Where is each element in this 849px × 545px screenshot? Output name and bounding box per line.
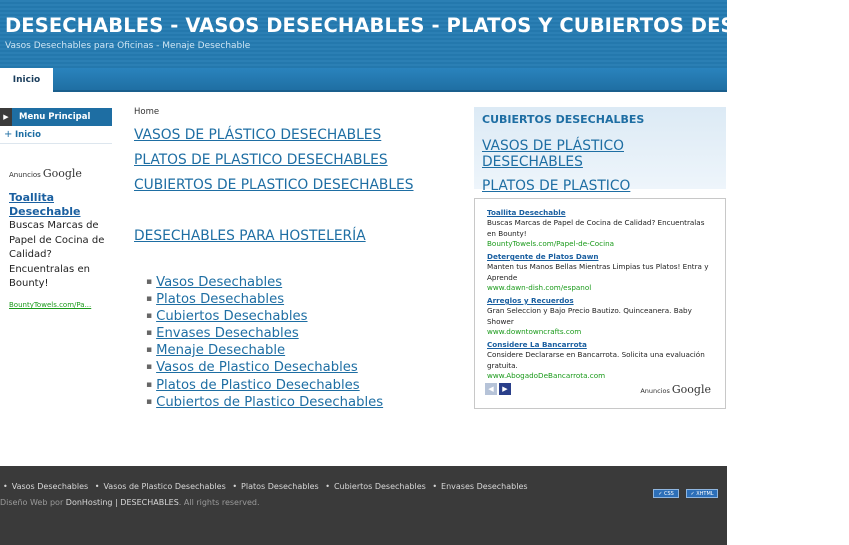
link-platos-plastico[interactable]: PLATOS DE PLASTICO DESECHABLES bbox=[134, 152, 388, 168]
ad-title-link[interactable]: Arreglos y Recuerdos bbox=[487, 296, 574, 305]
ad-desc: Gran Seleccion y Bajo Precio Bautizo. Quinceanera. Baby Shower bbox=[487, 306, 692, 326]
link-vasos-plastico[interactable]: VASOS DE PLÁSTICO DESECHABLES bbox=[134, 127, 382, 143]
category-link[interactable]: Menaje Desechable bbox=[156, 343, 286, 359]
site-footer bbox=[0, 466, 727, 545]
footer-link[interactable]: Platos Desechables bbox=[241, 482, 319, 491]
featured-box-title: CUBIERTOS DESECHALBES bbox=[482, 113, 645, 126]
breadcrumb[interactable]: Home bbox=[134, 107, 160, 117]
list-item bbox=[146, 292, 383, 309]
list-item bbox=[146, 275, 383, 292]
main-content bbox=[134, 107, 464, 410]
bullet-icon: ▪ bbox=[146, 345, 153, 356]
ad-desc: Manten tus Manos Bellas Mientras Limpias tus Platos! Entra y Aprende bbox=[487, 262, 709, 282]
link-cubiertos-plastico[interactable]: CUBIERTOS DE PLASTICO DESECHABLES bbox=[134, 177, 414, 193]
credit-host-link[interactable]: DonHosting bbox=[65, 498, 113, 507]
list-item bbox=[146, 326, 383, 343]
ad-unit bbox=[487, 340, 715, 381]
sidebar-item-label[interactable]: Inicio bbox=[15, 129, 41, 140]
bullet-icon: • bbox=[432, 482, 438, 491]
site-subtitle: Vasos Desechables para Oficinas - Menaje Desechable bbox=[5, 41, 251, 51]
footer-links bbox=[3, 482, 528, 491]
bullet-icon: ▪ bbox=[146, 379, 153, 390]
ad-desc: Buscas Marcas de Papel de Cocina de Calidad? Encuentralas en Bounty! bbox=[487, 218, 705, 238]
bullet-icon: ▪ bbox=[146, 362, 153, 373]
list-item bbox=[146, 309, 383, 326]
category-link[interactable]: Vasos Desechables bbox=[156, 275, 283, 290]
bullet-icon: ▪ bbox=[146, 396, 153, 407]
list-item bbox=[146, 395, 383, 412]
main-nav bbox=[0, 68, 727, 92]
ad-title-link[interactable]: Considere La Bancarrota bbox=[487, 340, 587, 349]
ad-box bbox=[474, 198, 726, 409]
link-hosteleria[interactable]: DESECHABLES PARA HOSTELERÍA bbox=[134, 228, 366, 244]
footer-link[interactable]: Vasos de Plastico Desechables bbox=[103, 482, 226, 491]
xhtml-valid-badge[interactable]: ✓ XHTML bbox=[686, 489, 718, 498]
ad-url-link[interactable]: BountyTowels.com/Pa... bbox=[9, 300, 92, 309]
featured-link-platos[interactable]: PLATOS DE PLASTICO bbox=[482, 178, 631, 194]
category-link[interactable]: Vasos de Plastico Desechables bbox=[156, 360, 358, 376]
google-logo: Google bbox=[42, 167, 82, 180]
footer-link[interactable]: Cubiertos Desechables bbox=[333, 482, 426, 491]
ad-unit bbox=[487, 252, 715, 293]
bullet-icon: ▪ bbox=[146, 328, 153, 339]
ad-unit bbox=[487, 296, 715, 337]
featured-link-vasos[interactable]: VASOS DE PLÁSTICO DESECHABLES bbox=[482, 138, 624, 170]
site-title[interactable]: DESECHABLES - VASOS DESECHABLES - PLATOS Y CUBIERTOS DESECHABLES bbox=[5, 14, 849, 37]
footer-link[interactable]: Vasos Desechables bbox=[11, 482, 89, 491]
bullet-icon: • bbox=[3, 482, 8, 491]
css-valid-badge[interactable]: ✓ CSS bbox=[653, 489, 679, 498]
ad-desc: Considere Declararse en Bancarrota. Solicita una evaluación gratuita. bbox=[487, 350, 705, 370]
sidebar bbox=[0, 108, 112, 144]
credit-separator: | bbox=[115, 498, 118, 507]
bullet-icon: ▪ bbox=[146, 311, 153, 322]
list-item bbox=[146, 360, 383, 377]
bullet-icon: ▪ bbox=[146, 294, 153, 305]
category-link[interactable]: Cubiertos de Plastico Desechables bbox=[156, 394, 384, 410]
list-item bbox=[146, 378, 383, 395]
tab-inicio[interactable]: Inicio bbox=[0, 68, 53, 92]
category-link[interactable]: Envases Desechables bbox=[156, 326, 299, 342]
sidebar-ad bbox=[9, 167, 111, 311]
chevron-left-icon[interactable]: ◀ bbox=[485, 383, 497, 395]
footer-link[interactable]: Envases Desechables bbox=[441, 482, 528, 491]
credit-suffix: . All rights reserved. bbox=[178, 498, 260, 507]
bullet-icon: • bbox=[232, 482, 238, 491]
triangle-right-icon: ▶ bbox=[0, 108, 12, 126]
category-link[interactable]: Platos Desechables bbox=[156, 292, 285, 308]
ad-url-link[interactable]: www.downtowncrafts.com bbox=[487, 327, 582, 336]
ads-by-google-label[interactable] bbox=[640, 383, 711, 396]
ad-title-link[interactable]: Detergente de Platos Dawn bbox=[487, 252, 599, 261]
google-logo: Google bbox=[671, 383, 711, 396]
category-link[interactable]: Platos de Plastico Desechables bbox=[156, 377, 360, 393]
site-header bbox=[0, 0, 849, 68]
sidebar-item-inicio[interactable] bbox=[0, 126, 112, 144]
list-item bbox=[146, 343, 383, 360]
credit-prefix: Diseño Web por bbox=[0, 498, 64, 507]
menu-title: Menu Principal bbox=[19, 112, 91, 122]
bullet-icon: ▪ bbox=[146, 277, 153, 287]
ads-label-prefix: Anuncios bbox=[9, 171, 41, 179]
ad-url-link[interactable]: www.AbogadoDeBancarrota.com bbox=[487, 371, 606, 380]
menu-header bbox=[0, 108, 112, 126]
ads-by-google-label[interactable] bbox=[9, 167, 111, 180]
ad-title-link[interactable]: Toallita Desechable bbox=[9, 191, 81, 218]
ads-label-prefix: Anuncios bbox=[640, 387, 670, 395]
bullet-icon: • bbox=[325, 482, 330, 491]
category-list bbox=[146, 275, 383, 412]
category-link[interactable]: Cubiertos Desechables bbox=[156, 309, 308, 325]
bullet-icon: • bbox=[94, 482, 100, 491]
ad-pager bbox=[485, 383, 511, 395]
ad-title-link[interactable]: Toallita Desechable bbox=[487, 208, 566, 217]
ad-body: Buscas Marcas de Papel de Cocina de Calidad? Encuentralas en Bounty! bbox=[9, 220, 105, 290]
ad-url-link[interactable]: www.dawn-dish.com/espanol bbox=[487, 283, 592, 292]
chevron-right-icon[interactable]: ▶ bbox=[499, 383, 511, 395]
featured-box bbox=[474, 107, 726, 194]
credit-site-link[interactable]: DESECHABLES bbox=[120, 498, 179, 507]
plus-icon: + bbox=[4, 129, 13, 140]
footer-credit bbox=[0, 498, 260, 507]
ad-url-link[interactable]: BountyTowels.com/Papel-de-Cocina bbox=[487, 239, 615, 248]
ad-unit bbox=[487, 208, 715, 249]
